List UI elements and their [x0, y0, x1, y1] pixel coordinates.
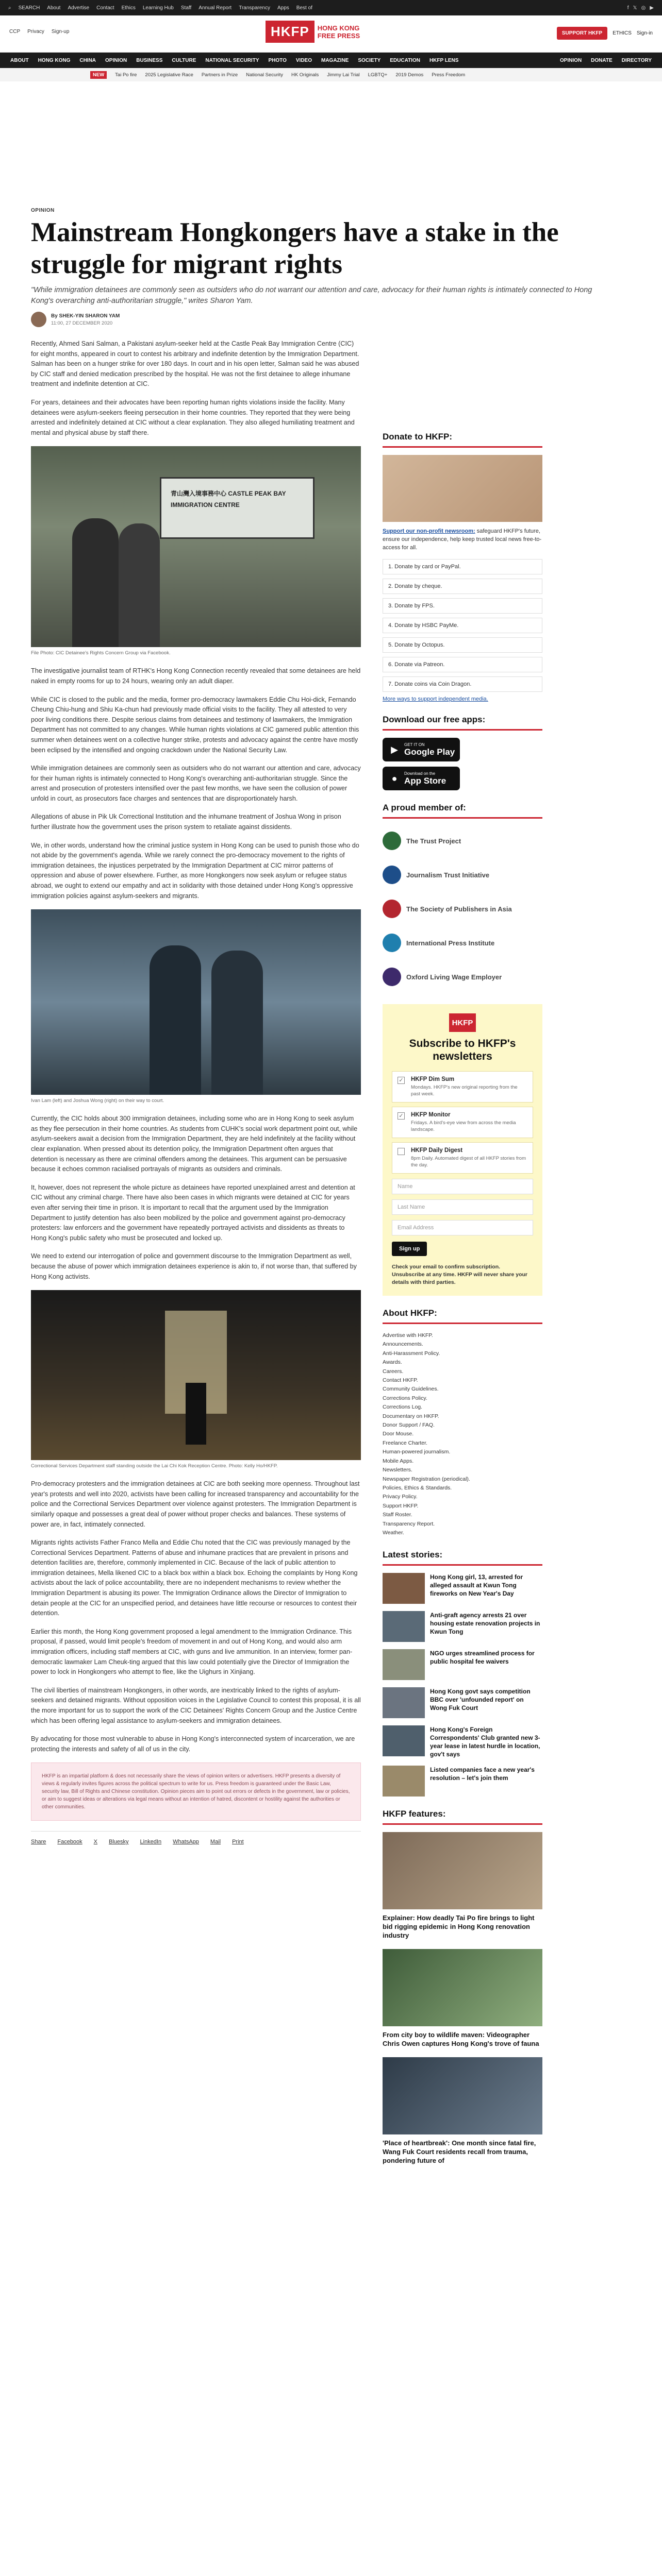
apps-widget [383, 715, 542, 790]
members-heading: A proud member of: [383, 803, 542, 819]
about-link[interactable]: Privacy Policy. [383, 1494, 418, 1500]
features-widget [383, 1809, 542, 2165]
figure-court [31, 909, 361, 1104]
story-title[interactable]: Hong Kong govt says competition BBC over 'unfounded report' on Wong Fuk Court [430, 1688, 531, 1712]
paragraph: Allegations of abuse in Pik Uk Correctional Institution and the inhumane treatment of Joshua Wong in prison further illustrate how the government uses the prison system to retaliate against dissidents. [31, 813, 341, 831]
latest-item[interactable] [383, 1573, 542, 1604]
newsletter-name: HKFP Monitor [411, 1112, 451, 1118]
about-link[interactable]: Advertise with HKFP. [383, 1332, 433, 1338]
nav-item-right[interactable]: OPINION [559, 57, 582, 63]
jti-icon [383, 866, 401, 884]
paragraph: The investigative journalist team of RTHK's Hong Kong Connection recently revealed that some detainees are held naked in empty rooms for up to 24 hours, wearing only an adult diaper. [31, 667, 361, 685]
store-big-text: Google Play [404, 747, 455, 757]
about-widget [383, 1308, 542, 1537]
share-mail-link[interactable]: Mail [210, 1839, 221, 1845]
nav-item[interactable]: OPINION [105, 57, 127, 63]
topbar-link[interactable]: Learning Hub [142, 5, 174, 11]
story-title[interactable]: NGO urges streamlined process for public hospital fee waivers [430, 1650, 535, 1666]
paragraph: The civil liberties of mainstream Hongkongers, in other words, are inextricably linked to the rights of asylum-seekers and detained migrants. Without opposition voices in the Legislative Council to contest this proposal, it is all the more important for us to support the work of the CIC Detainees' Rights Concern Group and the Justice Centre which has been offering legal assistance to asylum-seekers and immigration detainees. [31, 1686, 361, 1724]
signin-link[interactable]: Sign-in [636, 30, 653, 36]
main-nav [0, 53, 662, 68]
about-link[interactable]: Human-powered journalism. [383, 1449, 451, 1455]
story-thumbnail [383, 1649, 425, 1680]
latest-item[interactable] [383, 1766, 542, 1797]
person-figure [72, 518, 119, 647]
nav-item[interactable]: HKFP LENS [429, 57, 459, 63]
feature-title[interactable]: 'Place of heartbreak': One month since fatal fire, Wang Fuk Court residents recall from trauma, pondering future of [383, 2139, 536, 2165]
story-thumbnail [383, 1725, 425, 1756]
trending-bar [0, 68, 662, 81]
topbar-link[interactable]: Apps [277, 5, 289, 11]
paragraph: While CIC is closed to the public and the media, former pro-democracy lawmakers Eddie Chu Hoi-dick, Fernando Cheung Chiu-hung and Shiu Ka-chun had previously made official visits to the facility. They all attested to very poor living conditions there. Despite serious claims from detainees and testimony of lawmakers, the Immigration Department has not committed to any changes. While human rights violations at CIC garnered public attention this summer when detainees went on a collective hunger strike, protests and advocacy against the centre have mostly been eclipsed by the intensified and ongoing crackdown under the National Security Law. [31, 696, 359, 754]
about-link[interactable]: Mobile Apps. [383, 1458, 414, 1464]
about-link[interactable]: Newspaper Registration (periodical). [383, 1476, 470, 1482]
header-right [557, 27, 653, 40]
trending-item[interactable]: 2025 Legislative Race [145, 72, 193, 78]
about-link[interactable]: Documentary on HKFP. [383, 1413, 439, 1419]
paragraph: Migrants rights activists Father Franco Mella and Eddie Chu noted that the CIC was previously managed by the Correctional Services Department. Patterns of abuse and inhumane practices that are prevalent in prisons and detention facilities are, therefore, commonly implemented in CIC. Because of the lack of public attention to immigration detainees, Mella likened CIC to a black box within a black box. Echoing the complaints by Hong Kong activists about the lack of police accountability, there are no independent mechanisms to review whether the Immigration Department is abusing its power. The Immigration Ordinance allows the Director of Immigration to detain people at the CIC for an unspecified period, and detainees have little recourse or resources to contest their detention. [31, 1539, 358, 1617]
feature-title[interactable]: Explainer: How deadly Tai Po fire brings to light bid rigging epidemic in Hong Kong renovation industry [383, 1914, 535, 1940]
story-thumbnail [383, 1687, 425, 1718]
member-name: The Society of Publishers in Asia [406, 905, 512, 913]
about-link[interactable]: Newsletters. [383, 1467, 412, 1473]
about-link[interactable]: Door Mouse. [383, 1431, 414, 1437]
trending-item[interactable]: Jimmy Lai Trial [327, 72, 360, 78]
story-thumbnail [383, 1611, 425, 1642]
newsletter-checkbox[interactable]: ✓ [398, 1112, 405, 1120]
about-link[interactable]: Anti-Harassment Policy. [383, 1350, 440, 1357]
feature-thumbnail [383, 2057, 542, 2134]
member-logo[interactable] [383, 860, 542, 890]
search-icon[interactable]: ⌕ [8, 5, 11, 11]
living-wage-icon [383, 968, 401, 986]
member-name: Oxford Living Wage Employer [406, 973, 502, 981]
member-name: Journalism Trust Initiative [406, 871, 490, 879]
about-link[interactable]: Corrections Log. [383, 1404, 423, 1411]
paragraph: We need to extend our interrogation of police and government discourse to the Immigration Department as well, because the abuse of power which immigration detainees experience is akin to, if not worse than, that suffered by Hong Kong activists. [31, 1252, 357, 1280]
nav-item[interactable]: HONG KONG [38, 57, 71, 63]
about-link[interactable]: Donor Support / FAQ. [383, 1422, 435, 1429]
byline [31, 312, 120, 327]
donate-image [383, 455, 542, 522]
member-logo[interactable] [383, 928, 542, 958]
donate-option[interactable]: 4. Donate by HSBC PayMe. [383, 618, 542, 633]
feature-thumbnail [383, 1949, 542, 2026]
nav-item-right[interactable]: DONATE [591, 57, 613, 63]
about-link[interactable]: Announcements. [383, 1341, 423, 1348]
sidebar [383, 432, 542, 2177]
article-kicker[interactable]: OPINION [31, 208, 55, 213]
share-whatsapp-link[interactable]: WhatsApp [173, 1839, 199, 1845]
newsletter-checkbox[interactable]: ✓ [398, 1077, 405, 1084]
article-title: Mainstream Hongkongers have a stake in the struggle for migrant rights [31, 217, 559, 279]
nav-item[interactable]: PHOTO [268, 57, 287, 63]
member-logo[interactable] [383, 894, 542, 924]
author-avatar [31, 312, 46, 327]
trending-item[interactable]: HK Originals [291, 72, 319, 78]
trending-item[interactable]: National Security [246, 72, 283, 78]
feature-thumbnail [383, 1832, 542, 1909]
trending-item[interactable]: LGBTQ+ [368, 72, 388, 78]
donate-option[interactable]: 6. Donate via Patreon. [383, 657, 542, 672]
latest-item[interactable] [383, 1649, 542, 1680]
byline-author[interactable]: By SHEK-YIN SHARON YAM [51, 313, 120, 319]
trust-project-icon [383, 832, 401, 850]
topbar-link[interactable]: Transparency [239, 5, 270, 11]
nav-item[interactable]: NATIONAL SECURITY [205, 57, 259, 63]
topbar-link[interactable]: Ethics [121, 5, 136, 11]
last-name-field[interactable]: Last Name [392, 1199, 533, 1215]
newsletter-desc: Mondays. HKFP's new original reporting from the past week. [411, 1084, 518, 1097]
donate-option[interactable]: 2. Donate by cheque. [383, 579, 542, 594]
topbar-link[interactable]: Staff [180, 5, 192, 11]
header-link[interactable]: CCP [9, 29, 21, 35]
story-thumbnail [383, 1573, 425, 1604]
header-left-links [9, 29, 69, 35]
x-icon[interactable]: 𝕏 [633, 5, 637, 11]
figure-caption: Ivan Lam (left) and Joshua Wong (right) on their way to court. [31, 1098, 164, 1104]
donate-option[interactable]: 5. Donate by Octopus. [383, 637, 542, 653]
byline-date: 11:00, 27 DECEMBER 2020 [51, 320, 113, 326]
trending-item[interactable]: Partners in Prize [201, 72, 238, 78]
about-link[interactable]: Policies, Ethics & Standards. [383, 1484, 452, 1491]
newsletter-option[interactable] [392, 1071, 533, 1103]
about-link[interactable]: Community Guidelines. [383, 1386, 439, 1393]
person-figure [150, 945, 201, 1095]
features-heading: HKFP features: [383, 1809, 542, 1825]
member-logo[interactable] [383, 826, 542, 856]
newsletter-checkbox[interactable] [398, 1148, 405, 1155]
newsletter-widget [383, 1004, 542, 1296]
header-link[interactable]: Sign-up [51, 29, 70, 35]
article-dek: "While immigration detainees are commonly seen as outsiders who do not warrant our attention and care, advocacy for their human rights is intimately connected to Hong Kong's overarching anti-authoritarian struggle," writes Sharon Yam. [31, 286, 592, 305]
nav-item[interactable]: CULTURE [172, 57, 196, 63]
store-small-text: Download on the [404, 771, 436, 776]
paragraph: We, in other words, understand how the criminal justice system in Hong Kong can be used to punish those who do not abide by the government's agenda. While we rarely connect the pro-democracy movement to the rights of immigration detainees, the injustices perpetrated by the Immigration Department at CIC mirror patterns of oppression and abuse of power elsewhere. Further, as more Hongkongers now seek asylum or refugee status abroad, we ought to extend our empathy and act in solidarity with those detained under Hong Kong's oppressive immigration policies against asylum-seekers and migrants. [31, 841, 359, 900]
play-store-icon: ▶ [391, 744, 398, 755]
newsletter-desc: Fridays. A bird's-eye view from across the media landscape. [411, 1120, 516, 1132]
trending-item[interactable]: Press Freedom [432, 72, 466, 78]
about-heading: About HKFP: [383, 1308, 542, 1324]
facebook-icon[interactable]: f [627, 5, 629, 11]
nav-item[interactable]: CHINA [79, 57, 96, 63]
support-button[interactable]: SUPPORT HKFP [557, 27, 607, 40]
figure-caption: Correctional Services Department staff standing outside the Lai Chi Kok Reception Centre. Photo: Kelly Ho/HKFP. [31, 1463, 278, 1469]
article-body [31, 339, 361, 1845]
trending-label: NEW [90, 71, 107, 79]
story-title[interactable]: Hong Kong girl, 13, arrested for alleged assault at Kwun Tong fireworks on New Year's Day [430, 1573, 523, 1598]
newsletter-option[interactable] [392, 1142, 533, 1174]
paragraph: Recently, Ahmed Sani Salman, a Pakistani asylum-seeker held at the Castle Peak Bay Immigration Centre (CIC) for eight months, appeared in court to contest his arbitrary and indefinite detention by the Immigration Department. Salman has been on a hunger strike for over 180 days. In court and in his open letter, Salman said he was abused by CIC staff and denied medication prescribed by the hospital. He was not the first detainee to allege inhumane treatment and indefinite detention at CIC. [31, 340, 359, 388]
donate-option[interactable]: 1. Donate by card or PayPal. [383, 559, 542, 574]
nav-item[interactable]: BUSINESS [136, 57, 163, 63]
latest-heading: Latest stories: [383, 1550, 542, 1566]
about-link[interactable]: Staff Roster. [383, 1512, 412, 1518]
editorial-notice: HKFP is an impartial platform & does not necessarily share the views of opinion writers or advertisers. HKFP presents a diversity of views & regularly invites figures across the political spectrum to write for us. Press freedom is guaranteed under the Basic Law, security law, Bill of Rights and Chinese constitution. Opinion pieces aim to point out errors or defects in the government, law or policies, or aim to suggest ideas or alterations via legal means without an intention of hatred, discontent or hostility against the authorities or other communities. [31, 1762, 361, 1821]
about-link[interactable]: Support HKFP. [383, 1502, 419, 1509]
about-list [383, 1331, 542, 1537]
donate-heading: Donate to HKFP: [383, 432, 542, 448]
social-icons [627, 5, 654, 11]
feature-title[interactable]: From city boy to wildlife maven: Videographer Chris Owen captures Hong Kong's trove of fauna [383, 2031, 539, 2048]
nav-item-right[interactable]: DIRECTORY [621, 57, 652, 63]
about-link[interactable]: Careers. [383, 1368, 404, 1375]
apple-icon: ● [391, 773, 398, 784]
name-field[interactable]: Name [392, 1179, 533, 1194]
paragraph: Currently, the CIC holds about 300 immigration detainees, including some who are in Hong Kong to seek asylum as they flee persecution in their home countries. As students from CUHK's social work department point out, while asylum-seekers await a decision from the Immigration Department, they are held indefinitely at the facility without clear explanation. When pressed about its detention policy, the Immigration Department often argues that detention is necessary as there are criminal offenders among the detainees. This argument can be persuasive because it echoes common racialised portrayals of migrants as outsiders and criminals. [31, 1115, 358, 1173]
share-bar [31, 1831, 361, 1845]
share-x-link[interactable]: X [93, 1839, 98, 1845]
about-link[interactable]: Contact HKFP. [383, 1377, 418, 1384]
newsletter-fine-print: Check your email to confirm subscription. Unsubscribe at any time. HKFP will never share your details with third parties. [392, 1264, 527, 1285]
app-store-button[interactable] [383, 767, 460, 790]
google-play-button[interactable] [383, 738, 460, 761]
story-title[interactable]: Listed companies face a new year's resolution – let's join them [430, 1766, 535, 1782]
topbar-link[interactable]: About [47, 5, 61, 11]
story-title[interactable]: Anti-graft agency arrests 21 over housing estate renovation projects in Kwun Tong [430, 1612, 540, 1636]
photo [31, 1290, 361, 1460]
share-print-link[interactable]: Print [232, 1839, 244, 1845]
donate-option[interactable]: 3. Donate by FPS. [383, 598, 542, 614]
member-name: The Trust Project [406, 837, 461, 845]
person-figure [119, 523, 160, 647]
apps-heading: Download our free apps: [383, 715, 542, 731]
latest-item[interactable] [383, 1725, 542, 1758]
donate-text: safeguard HKFP's future, ensure our independence, help keep trusted local news free-to-access for all. [383, 528, 542, 551]
paragraph: Pro-democracy protesters and the immigration detainees at CIC are both seeking more openness. Throughout last year's protests and well into 2020, activists have been calling for increased transparency and accountability for the police and the Correctional Services Department over violence against protesters. The Immigration Department is similarly opaque and possesses a great deal of power without proper checks and balances. These systems of power are, in fact, intimately connected. [31, 1480, 360, 1528]
latest-item[interactable] [383, 1611, 542, 1642]
latest-widget [383, 1550, 542, 1797]
ethics-link[interactable]: ETHICS [613, 30, 632, 36]
figure-reception-centre [31, 1290, 361, 1469]
trending-item[interactable]: 2019 Demos [395, 72, 424, 78]
topbar-link[interactable]: Advertise [68, 5, 90, 11]
feature-item[interactable] [383, 1949, 542, 2048]
newsletter-name: HKFP Daily Digest [411, 1147, 463, 1154]
about-link[interactable]: Weather. [383, 1529, 404, 1536]
paragraph: It, however, does not represent the whole picture as detainees have reported unexplained arrest and detention at CIC without any criminal charge. There have also been cases in which migrants were detained at CIC for years even after serving their time in prison. It is important to recall that the argument used by the Immigration Department to justify detention has also been mobilized by the police and government against pro-democracy protesters: law enforcers and the government have repeatedly portrayed activists and dissidents as threats to Hong Kong's public safety who must be prosecuted and locked up. [31, 1183, 355, 1242]
nav-item[interactable]: MAGAZINE [321, 57, 349, 63]
share-linkedin-link[interactable]: LinkedIn [140, 1839, 162, 1845]
header-link[interactable]: Privacy [27, 29, 44, 35]
story-thumbnail [383, 1766, 425, 1797]
trending-item[interactable]: Tai Po fire [115, 72, 137, 78]
share-bluesky-link[interactable]: Bluesky [109, 1839, 129, 1845]
donate-more-link[interactable]: More ways to support independent media. [383, 696, 488, 702]
person-figure [186, 1383, 206, 1445]
about-link[interactable]: Awards. [383, 1359, 402, 1366]
topbar-link[interactable]: Annual Report [198, 5, 232, 11]
feature-item[interactable] [383, 1832, 542, 1940]
donate-widget [383, 432, 542, 702]
logo-mark: HKFP [266, 21, 315, 43]
story-title[interactable]: Hong Kong's Foreign Correspondents' Club granted new 3-year lease in latest hurdle in location, gov't says [430, 1726, 540, 1758]
store-small-text: GET IT ON [404, 742, 425, 747]
youtube-icon[interactable]: ▶ [650, 5, 654, 11]
newsletter-logo: HKFP [449, 1013, 476, 1032]
paragraph: For years, detainees and their advocates have been reporting human rights violations inside the facility. Many detainees were asylum-seekers fleeing persecution in their home countries. They reported that they were being arrested and indefinitely detained at CIC without a clear explanation. They also alleged humiliating treatment and mental and physical abuse by staff there. [31, 398, 355, 436]
photo [31, 446, 361, 647]
photo [31, 909, 361, 1095]
newsletter-heading: Subscribe to HKFP's newsletters [409, 1038, 516, 1062]
sopa-icon [383, 900, 401, 918]
member-logo[interactable] [383, 962, 542, 992]
nav-item[interactable]: VIDEO [295, 57, 312, 63]
topbar-link[interactable]: Contact [96, 5, 114, 11]
instagram-icon[interactable]: ◎ [641, 5, 646, 11]
nav-item[interactable]: ABOUT [10, 57, 29, 63]
site-logo[interactable] [266, 21, 364, 43]
about-link[interactable]: Corrections Policy. [383, 1395, 427, 1401]
share-label: Share [31, 1839, 46, 1845]
feature-item[interactable] [383, 2057, 542, 2165]
topbar-link[interactable]: Best of [296, 5, 312, 11]
logo-text: HONG KONG FREE PRESS [317, 24, 360, 40]
figure-castle-peak [31, 446, 361, 656]
about-link[interactable]: Transparency Report. [383, 1520, 435, 1527]
newsletter-option[interactable] [392, 1107, 533, 1138]
signup-button[interactable]: Sign up [392, 1242, 427, 1256]
paragraph: Earlier this month, the Hong Kong government proposed a legal amendment to the Immigration Ordinance. This proposal, if passed, would limit people's freedom of movement in and out of Hong Kong, and would also arm immigration officers, including staff members at CIC, with guns and live ammunition. In an interview, former pan-democratic lawmaker Lam Cheuk-ting argued that this law could potentially give the Director of Immigration the power to lock in Hongkongers who attempt to flee, like the Uighurs in Xinjiang. [31, 1628, 353, 1676]
latest-item[interactable] [383, 1687, 542, 1718]
nav-item[interactable]: EDUCATION [390, 57, 420, 63]
nav-item[interactable]: SOCIETY [358, 57, 381, 63]
figure-caption: File Photo: CIC Detainee's Rights Concern Group via Facebook. [31, 650, 171, 656]
member-name: International Press Institute [406, 939, 495, 947]
donate-option[interactable]: 7. Donate coins via Coin Dragon. [383, 676, 542, 692]
paragraph: By advocating for those most vulnerable to abuse in Hong Kong's interconnected system of incarceration, we are protecting the interests and safety of all of us in the city. [31, 1735, 355, 1753]
person-figure [211, 951, 263, 1095]
donate-link[interactable]: Support our non-profit newsroom: [383, 528, 475, 534]
donate-text-block [383, 527, 542, 552]
email-field[interactable]: Email Address [392, 1220, 533, 1235]
paragraph: While immigration detainees are commonly seen as outsiders who do not warrant our attention and care, advocacy for their human rights is intimately connected to Hong Kong's overarching anti-authoritarian struggle. Since the arrest and prosecution of protesters intensified over the past few months, we have seen the collusion of power unfold in court, as prosecutors face charges and sentences that are disproportionately harsh. [31, 765, 361, 802]
newsletter-name: HKFP Dim Sum [411, 1076, 455, 1082]
about-link[interactable]: Freelance Charter. [383, 1439, 427, 1446]
ipi-icon [383, 934, 401, 952]
share-facebook-link[interactable]: Facebook [57, 1839, 82, 1845]
site-header [0, 15, 662, 53]
centre-sign: 青山灣入境事務中心 CASTLE PEAK BAY IMMIGRATION CENTRE [160, 477, 315, 539]
newsletter-desc: 8pm Daily. Automated digest of all HKFP stories from the day. [411, 1156, 526, 1168]
store-big-text: App Store [404, 775, 446, 786]
members-widget [383, 803, 542, 992]
top-utility-bar [0, 0, 662, 15]
search-link[interactable]: SEARCH [18, 5, 40, 11]
